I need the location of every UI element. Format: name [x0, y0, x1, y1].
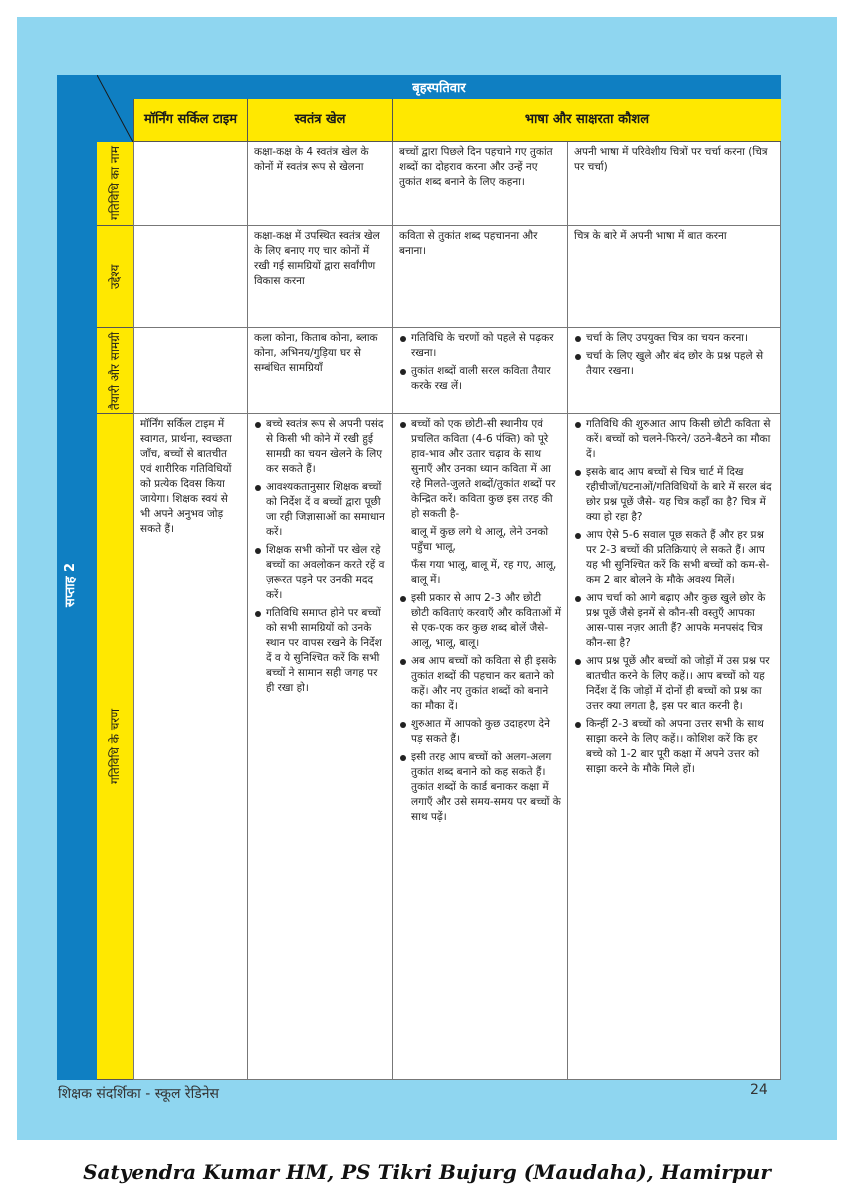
row-label-objective [97, 226, 133, 328]
list-item: शिक्षक सभी कोनों पर खेल रहे बच्चों का अवलोकन करते रहें व ज़रूरत पड़ने पर उनकी मदद करें। [254, 543, 386, 603]
poem-line: फँस गया भालू, बालू में, रह गए, आलू, बालू में। [411, 559, 557, 586]
list-item: इसी तरह आप बच्चों को अलग-अलग तुकांत शब्द बनाने को कह सकते हैं। तुकांत शब्दों के कार्ड बनाकर कक्षा में लगाएँ और उसे समय-समय पर बच्चों के साथ पढ़ें। [399, 750, 561, 825]
list-item: चर्चा के लिए उपयुक्त चित्र का चयन करना। [574, 331, 774, 346]
footer-title: शिक्षक संदर्शिका - स्कूल रेडिनेस [58, 1086, 219, 1102]
cell-activity-lang-a [392, 142, 567, 226]
cell-text: कला कोना, किताब कोना, ब्लाक कोना, अभिनय/गुड़िया घर से सम्बंधित सामग्रियाँ [254, 332, 378, 374]
row-label-text: उद्देश्य [108, 264, 122, 289]
cell-activity-morning [133, 142, 247, 226]
cell-objective-morning [133, 226, 247, 328]
cell-preparation-lang-b [567, 328, 781, 414]
page-number: 24 [750, 1082, 768, 1098]
list-item: आप ऐसे 5-6 सवाल पूछ सकते हैं और हर प्रश्न पर 2-3 बच्चों की प्रतिक्रियाएं ले सकते हैं। आप यह भी सुनिश्चित करें कि सभी बच्चों को कम-से-कम 2 बार बोलने के मौके अवश्य मिलें। [574, 528, 774, 588]
row-label-text: गतिविधि का नाम [108, 146, 122, 221]
cell-text: कविता से तुकांत शब्द पहचानना और बनाना। [399, 230, 538, 257]
list-item: गतिविधि के चरणों को पहले से पढ़कर रखना। [399, 331, 561, 361]
header-language-literacy: भाषा और साक्षरता कौशल [392, 99, 781, 142]
cell-steps-lang-a [392, 414, 567, 1080]
cell-objective-free-play [247, 226, 392, 328]
cell-text: अपनी भाषा में परिवेशीय चित्रों पर चर्चा करना (चित्र पर चर्चा) [574, 146, 768, 173]
list-item: इसी प्रकार से आप 2-3 और छोटी छोटी कविताएं करवाएँ और कविताओं में से एक-एक कर कुछ शब्द बोलें जैसे- आलू, भालू, बालू। [399, 591, 561, 651]
cell-text: मॉर्निंग सर्किल टाइम में स्वागत, प्रार्थना, स्वच्छता जाँच, बच्चों से बातचीत एवं शारीरिक गतिविधियों को प्रत्येक दिवस किया जायेगा। शिक्षक स्वयं से भी अपने अनुभव जोड़ सकते हैं। [140, 418, 232, 535]
list-item: चर्चा के लिए खुले और बंद छोर के प्रश्न पहले से तैयार रखना। [574, 349, 774, 379]
row-label-text: गतिविधि के चरण [108, 708, 122, 785]
cell-preparation-morning [133, 328, 247, 414]
week-label: सप्ताह 2 [63, 562, 78, 608]
corner-diagonal [97, 75, 133, 142]
cell-preparation-free-play [247, 328, 392, 414]
cell-steps-free-play [247, 414, 392, 1080]
cell-text: कक्षा-कक्ष के 4 स्वतंत्र खेल के कोनों में स्वतंत्र रूप से खेलना [254, 146, 369, 173]
list-item: बच्चों को एक छोटी-सी स्थानीय एवं प्रचलित कविता (4-6 पंक्ति) को पूरे हाव-भाव और उतार चढ़ाव के साथ सुनाएँ और उनका ध्यान कविता में आ रहे मिलते-जुलते शब्दों/तुकांत शब्दों पर केन्द्रित करें। कविता कुछ इस तरह की हो सकती है- [399, 417, 561, 522]
credit-line: Satyendra Kumar HM, PS Tikri Bujurg (Maudaha), Hamirpur [83, 1160, 771, 1184]
cell-preparation-lang-a [392, 328, 567, 414]
row-label-activity-name [97, 142, 133, 226]
list-item: आवश्यकतानुसार शिक्षक बच्चों को निर्देश दें व बच्चों द्वारा पूछी जा रही जिज्ञासाओं का समाधान करें। [254, 480, 386, 540]
poem-line: बालू में कुछ लगे थे आलू, लेने उनको पहुँचा भालू, [411, 526, 549, 553]
cell-steps-lang-b [567, 414, 781, 1080]
list-item: शुरुआत में आपको कुछ उदाहरण देने पड़ सकते हैं। [399, 717, 561, 747]
cell-text: बच्चों द्वारा पिछले दिन पहचाने गए तुकांत शब्दों का दोहराव करना और उन्हें नए तुकांत शब्द बनाने के लिए कहना। [399, 146, 553, 188]
day-header: बृहस्पतिवार [97, 75, 781, 99]
row-label-text: तैयारी और सामग्री [108, 331, 122, 410]
table-corner [97, 75, 133, 142]
cell-objective-lang-a [392, 226, 567, 328]
list-item: अब आप बच्चों को कविता से ही इसके तुकांत शब्दों की पहचान कर बताने को कहें। और नए तुकांत शब्दों को बनाने का मौका दें। [399, 654, 561, 714]
list-item: आप प्रश्न पूछें और बच्चों को जोड़ों में उस प्रश्न पर बातचीत करने के लिए कहें।। आप बच्चों को यह निर्देश दें कि जोड़ों में दोनों ही बच्चों को प्रश्न का उत्तर क्या लगता है, इस पर बात करनी है। [574, 654, 774, 714]
list-item: गतिविधि समाप्त होने पर बच्चों को सभी सामग्रियों को उनके स्थान पर वापस रखने के निर्देश दें व ये सुनिश्चित करें कि सभी बच्चों ने सामान सही जगह पर ही रखा हो। [254, 606, 386, 696]
cell-objective-lang-b [567, 226, 781, 328]
row-label-preparation [97, 328, 133, 414]
list-item: इसके बाद आप बच्चों से चित्र चार्ट में दिख रहीचीजों/घटनाओं/गतिविधियों के बारे में सरल बंद छोर प्रश्न पूछें जैसे- यह चित्र कहाँ का है? चित्र में क्या हो रहा है? [574, 465, 774, 525]
row-label-steps [97, 414, 133, 1080]
cell-text: कक्षा-कक्ष में उपस्थित स्वतंत्र खेल के लिए बनाए गए चार कोनों में रखी गई सामग्रियों द्वारा सर्वांगीण विकास करना [254, 230, 380, 287]
cell-activity-lang-b [567, 142, 781, 226]
list-item: किन्हीं 2-3 बच्चों को अपना उत्तर सभी के साथ साझा करने के लिए कहें।। कोशिश करें कि हर बच्चे को 1-2 बार पूरी कक्षा में अपने उत्तर को साझा करने के मौके मिले हों। [574, 717, 774, 777]
list-item: बच्चे स्वतंत्र रूप से अपनी पसंद से किसी भी कोने में रखी हुई सामग्री का चयन खेलने के लिए कर सकते हैं। [254, 417, 386, 477]
list-item: गतिविधि की शुरुआत आप किसी छोटी कविता से करें। बच्चों को चलने-फिरने/ उठने-बैठने का मौका दें। [574, 417, 774, 462]
cell-text: चित्र के बारे में अपनी भाषा में बात करना [574, 230, 727, 242]
cell-steps-morning [133, 414, 247, 1080]
header-free-play: स्वतंत्र खेल [247, 99, 392, 142]
cell-activity-free-play [247, 142, 392, 226]
list-item: तुकांत शब्दों वाली सरल कविता तैयार करके रख लें। [399, 364, 561, 394]
header-morning-circle: मॉर्निंग सर्किल टाइम [133, 99, 247, 142]
list-item: आप चर्चा को आगे बढ़ाए और कुछ खुले छोर के प्रश्न पूछें जैसे इनमें से कौन-सी वस्तुएँ आपका आस-पास नज़र आती हैं? आपके मनपसंद चित्र कौन-सा है? [574, 591, 774, 651]
